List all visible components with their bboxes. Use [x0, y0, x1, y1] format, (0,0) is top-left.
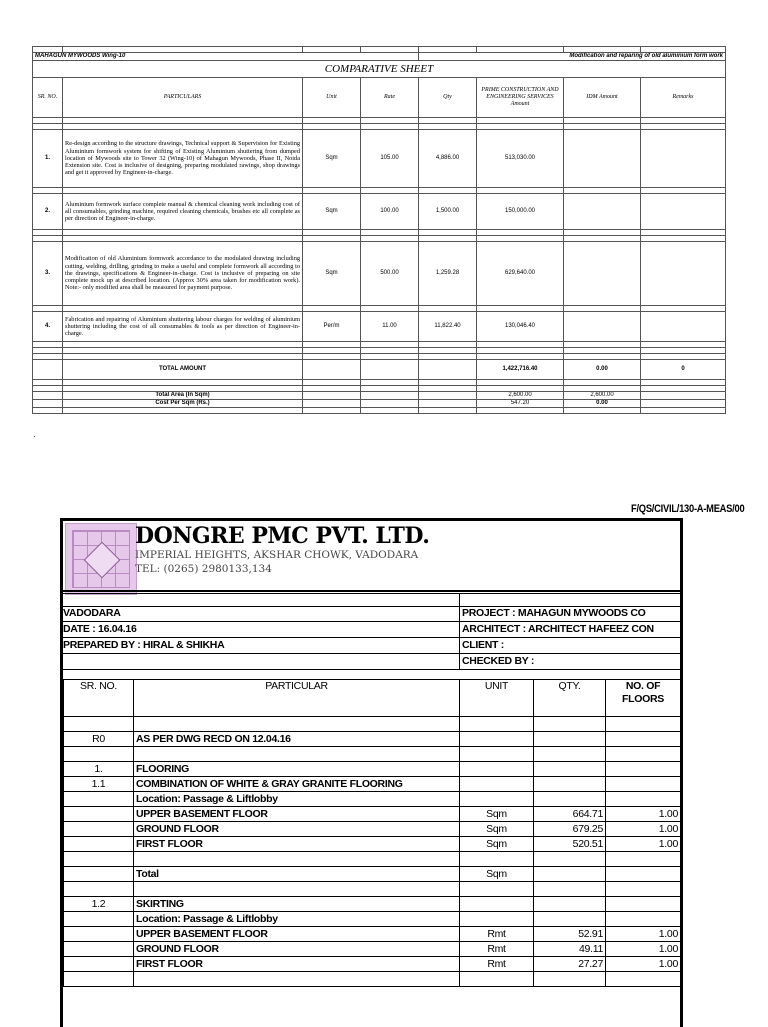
- row-unit: Rmt: [460, 942, 534, 957]
- col-no-of-floors: NO. OF FLOORS: [606, 680, 681, 717]
- item-qty: 4,886.00: [419, 130, 477, 188]
- item-rate: 500.00: [361, 242, 419, 306]
- table-row: [64, 762, 681, 777]
- header-row: [33, 78, 726, 118]
- row-unit: Sqm: [460, 807, 534, 822]
- total-amount-prime: 1,422,716.40: [477, 360, 564, 380]
- table-row: [64, 942, 681, 957]
- row-unit: Rmt: [460, 927, 534, 942]
- total-amount-label: TOTAL AMOUNT: [63, 360, 303, 380]
- item-amount: 130,046.40: [477, 312, 564, 342]
- table-row: [33, 242, 726, 306]
- row-floors: 1.00: [606, 927, 681, 942]
- measurement-sheet: [60, 518, 683, 1027]
- city: VADODARA: [63, 607, 121, 619]
- item-sr: 3.: [33, 242, 63, 306]
- header-row: [64, 680, 681, 717]
- info-row: [63, 654, 680, 670]
- total-label: Total: [134, 867, 460, 882]
- row-floor: FIRST FLOOR: [134, 957, 460, 972]
- checked-by-label: CHECKED BY :: [459, 654, 534, 669]
- total-amount-idm: 0.00: [564, 360, 641, 380]
- table-row: [33, 194, 726, 230]
- sheet-title: COMPARATIVE SHEET: [33, 61, 726, 78]
- row-particular: SKIRTING: [134, 897, 460, 912]
- table-row: [64, 927, 681, 942]
- row-unit: Rmt: [460, 957, 534, 972]
- row-floor: UPPER BASEMENT FLOOR: [134, 927, 460, 942]
- row-qty: 27.27: [534, 957, 606, 972]
- area-row: [33, 392, 726, 400]
- item-rate: 105.00: [361, 130, 419, 188]
- row-qty: 664.71: [534, 807, 606, 822]
- table-row: [64, 732, 681, 747]
- col-unit: UNIT: [460, 680, 534, 717]
- row-unit: Sqm: [460, 837, 534, 852]
- item-unit: Sqm: [303, 194, 361, 230]
- col-rate: Rate: [361, 78, 419, 118]
- total-row: [64, 867, 681, 882]
- prepared-by: PREPARED BY : HIRAL & SHIKHA: [63, 639, 225, 651]
- item-qty: 11,822.40: [419, 312, 477, 342]
- company-address: IMPERIAL HEIGHTS, AKSHAR CHOWK, VADODARA: [135, 549, 419, 561]
- col-qty: QTY.: [534, 680, 606, 717]
- row-floor: FIRST FLOOR: [134, 837, 460, 852]
- row-qty: 49.11: [534, 942, 606, 957]
- row-floors: 1.00: [606, 957, 681, 972]
- company-phone: TEL: (0265) 2980133,134: [135, 563, 272, 575]
- total-area-idm: 2,600.00: [564, 392, 641, 400]
- architect-label: ARCHITECT : ARCHITECT HAFEEZ CON: [459, 622, 654, 637]
- col-unit: Unit: [303, 78, 361, 118]
- row-sr: 1.: [64, 762, 134, 777]
- row-location: Location: Passage & Liftlobby: [134, 912, 460, 927]
- project-row: [33, 53, 726, 61]
- total-remarks: 0: [641, 360, 726, 380]
- info-row: [63, 622, 680, 638]
- table-row: [64, 807, 681, 822]
- cost-per-sqm-prime: 547.20: [477, 400, 564, 408]
- item-amount: 150,000.00: [477, 194, 564, 230]
- company-logo-icon: [65, 523, 137, 595]
- row-sr: 1.1: [64, 777, 134, 792]
- table-row: [33, 130, 726, 188]
- total-area-prime: 2,600.00: [477, 392, 564, 400]
- row-qty: 52.91: [534, 927, 606, 942]
- item-sr: 2.: [33, 194, 63, 230]
- comparative-sheet-table: [32, 46, 726, 414]
- row-sr: 1.2: [64, 897, 134, 912]
- measurement-table: [63, 679, 681, 987]
- row-unit: Sqm: [460, 822, 534, 837]
- item-rate: 100.00: [361, 194, 419, 230]
- table-row: [33, 312, 726, 342]
- row-location: Location: Passage & Liftlobby: [134, 792, 460, 807]
- col-prime-amount: PRIME CONSTRUCTION AND ENGINEERING SERVICES Amount: [477, 78, 564, 118]
- row-floor: GROUND FLOOR: [134, 942, 460, 957]
- item-amount: 629,640.00: [477, 242, 564, 306]
- table-row: [64, 792, 681, 807]
- info-row: [63, 606, 680, 622]
- item-qty: 1,259.28: [419, 242, 477, 306]
- date: DATE : 16.04.16: [63, 623, 137, 635]
- header-divider: [63, 590, 680, 592]
- col-sr-no: SR. NO.: [33, 78, 63, 118]
- item-unit: Per/m: [303, 312, 361, 342]
- table-row: [64, 897, 681, 912]
- table-row: [64, 957, 681, 972]
- item-amount: 513,030.00: [477, 130, 564, 188]
- table-row: [64, 777, 681, 792]
- item-qty: 1,500.00: [419, 194, 477, 230]
- table-row: [64, 912, 681, 927]
- col-particulars: PARTICULARS: [63, 78, 303, 118]
- row-floor: GROUND FLOOR: [134, 822, 460, 837]
- form-reference: F/QS/CIVIL/130-A-MEAS/00: [630, 503, 744, 515]
- cost-per-sqm-idm: 0.00: [564, 400, 641, 408]
- row-particular: COMBINATION OF WHITE & GRAY GRANITE FLOORING: [134, 777, 460, 792]
- row-particular: FLOORING: [134, 762, 460, 777]
- stray-mark: ·: [33, 432, 36, 441]
- spacer-row: [63, 593, 680, 607]
- col-particular: PARTICULAR: [134, 680, 460, 717]
- table-row: [64, 822, 681, 837]
- item-particular: Aluminium formwork surface complete manual & chemical cleaning work including cost of all consumables, grinding machine, required cleaning chemicals, brushes etc all complete as per direction of Engineer-in-charge.: [63, 194, 303, 230]
- project-name: MAHAGUN MYWOODS Wing-10: [33, 53, 419, 61]
- col-qty: Qty: [419, 78, 477, 118]
- row-qty: 520.51: [534, 837, 606, 852]
- col-remarks: Remarks: [641, 78, 726, 118]
- col-sr-no: SR. NO.: [64, 680, 134, 717]
- total-unit: Sqm: [460, 867, 534, 882]
- row-particular: AS PER DWG RECD ON 12.04.16: [134, 732, 460, 747]
- item-particular: Modification of old Aluminium formwork accordance to the modulated drawing including cutting, welding, drilling, grinding to make a useful and complete formwork all according to the drawings, specifications & Engineer-in-charge. Cost is inclusive of preparing on site complete mock up at described location. (Approx 30% area taken for modification work). Note:- only modified area shall be measured for payment purpose.: [63, 242, 303, 306]
- row-floor: UPPER BASEMENT FLOOR: [134, 807, 460, 822]
- row-floors: 1.00: [606, 942, 681, 957]
- item-particular: Fabrication and repairing of Aluminium shuttering labour charges for welding of aluminium shuttering including the cost of all consumables & tools as per direction of Engineer-in-charge.: [63, 312, 303, 342]
- project-label: PROJECT : MAHAGUN MYWOODS CO: [459, 606, 646, 621]
- total-row: [33, 360, 726, 380]
- row-floors: 1.00: [606, 807, 681, 822]
- row-floors: 1.00: [606, 822, 681, 837]
- work-description: Modification and reparing of old aluminium form work: [419, 53, 726, 61]
- item-unit: Sqm: [303, 130, 361, 188]
- item-sr: 1.: [33, 130, 63, 188]
- cost-per-sqm-label: Cost Per Sqm (Rs.): [63, 400, 303, 408]
- client-label: CLIENT :: [459, 638, 504, 653]
- col-idm-amount: IDM Amount: [564, 78, 641, 118]
- total-area-label: Total Area (In Sqm): [63, 392, 303, 400]
- item-unit: Sqm: [303, 242, 361, 306]
- row-qty: 679.25: [534, 822, 606, 837]
- info-row: [63, 638, 680, 654]
- table-row: [64, 837, 681, 852]
- item-rate: 11.00: [361, 312, 419, 342]
- item-particular: Re-design according to the structure drawings, Technical support & Supervision for Existing Aluminium formwork system for shifting of Existing Aluminium shuttering from dumped location of Mywoods site to Tower 32 (Wing-10) of Mahagun Mywoods, Phase II, Noida Extension site. Cost is inclusive of designing, preparing modulated rawings, shop drawings and get it approved by Engineer-in-charge.: [63, 130, 303, 188]
- company-name: DONGRE PMC PVT. LTD.: [135, 523, 430, 549]
- row-floors: 1.00: [606, 837, 681, 852]
- cost-row: [33, 400, 726, 408]
- item-sr: 4.: [33, 312, 63, 342]
- row-sr: R0: [64, 732, 134, 747]
